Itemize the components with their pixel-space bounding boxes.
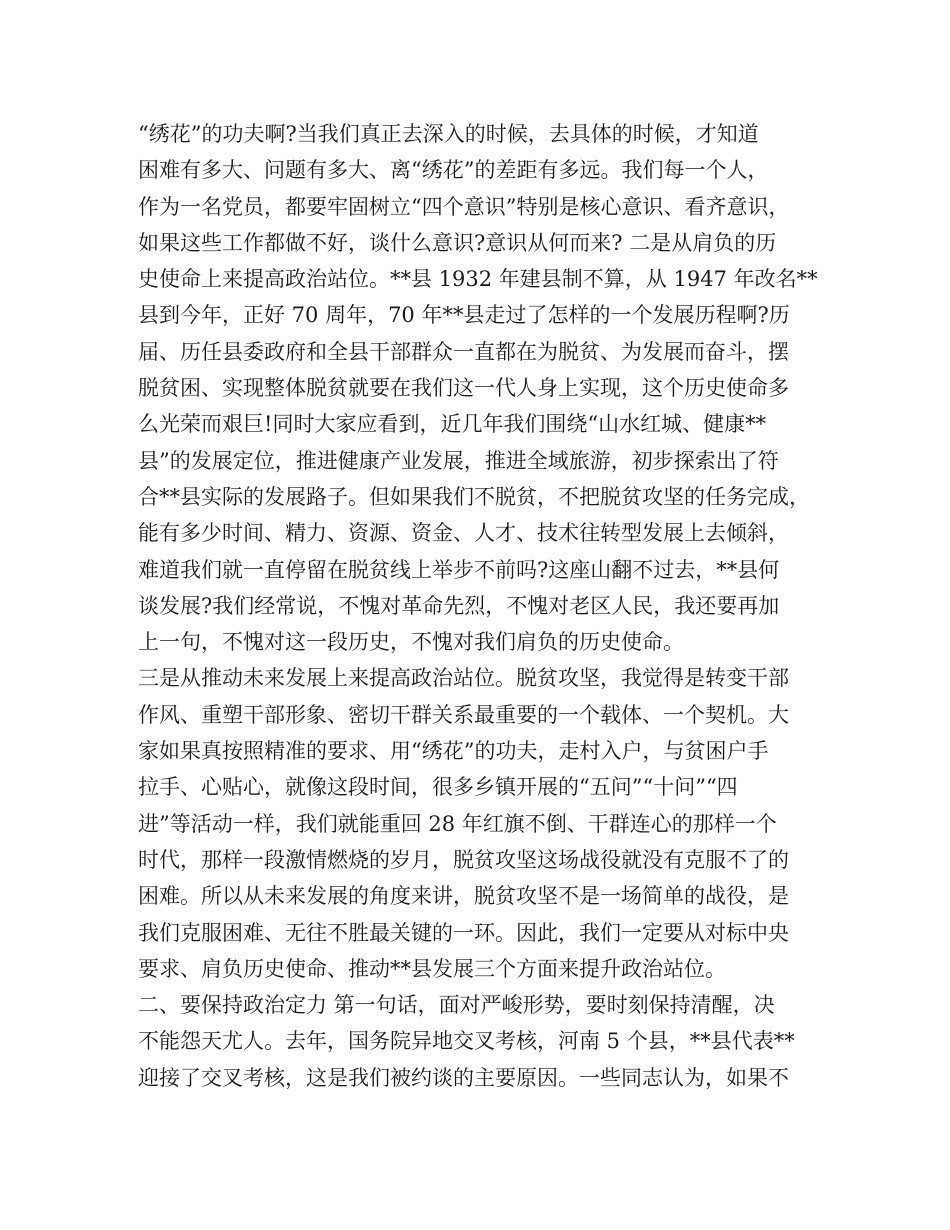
text-line: 届、历任县委政府和全县干部群众一直都在为脱贫、为发展而奋斗，摆	[138, 339, 789, 364]
text-line: 时代，那样一段激情燃烧的岁月，脱贫攻坚这场战役就没有克服不了的	[138, 847, 789, 872]
text-line: 进”等活动一样，我们就能重回 28 年红旗不倒、干群连心的那样一个	[138, 811, 777, 836]
text-line: 困难。所以从未来发展的角度来讲，脱贫攻坚不是一场简单的战役，是	[138, 884, 789, 909]
text-line: 作为一名党员，都要牢固树立“四个意识”特别是核心意识、看齐意识，	[138, 194, 790, 219]
text-line: 作风、重塑干部形象、密切干群关系最重要的一个载体、一个契机。大	[138, 702, 789, 727]
text-line: 上一句，不愧对这一段历史，不愧对我们肩负的历史使命。	[138, 630, 684, 655]
text-line: 家如果真按照精准的要求、用“绣花”的功夫，走村入户，与贫困户手	[138, 739, 769, 764]
body-text	[138, 116, 828, 1096]
text-line: 我们克服困难、无往不胜最关键的一环。因此，我们一定要从对标中央	[138, 920, 789, 945]
text-line: 困难有多大、问题有多大、离“绣花”的差距有多远。我们每一个人，	[138, 158, 769, 183]
text-line: 能有多少时间、精力、资源、资金、人才、技术往转型发展上去倾斜，	[138, 521, 789, 546]
text-line: 三是从推动未来发展上来提高政治站位。脱贫攻坚，我觉得是转变干部	[138, 666, 789, 691]
text-line: 合**县实际的发展路子。但如果我们不脱贫，不把脱贫攻坚的任务完成，	[138, 484, 810, 509]
text-line: 史使命上来提高政治站位。**县 1932 年建县制不算，从 1947 年改名**	[138, 267, 818, 292]
text-line: 县到今年，正好 70 周年，70 年**县走过了怎样的一个发展历程啊?历	[138, 303, 790, 328]
text-line: 县”的发展定位，推进健康产业发展，推进全域旅游，初步探索出了符	[138, 448, 779, 473]
text-line: 难道我们就一直停留在脱贫线上举步不前吗?这座山翻不过去，**县何	[138, 557, 780, 582]
text-line: 要求、肩负历史使命、推动**县发展三个方面来提升政治站位。	[138, 956, 726, 981]
text-line: 谈发展?我们经常说，不愧对革命先烈，不愧对老区人民，我还要再加	[138, 593, 780, 618]
text-line: 脱贫困、实现整体脱贫就要在我们这一代人身上实现，这个历史使命多	[138, 376, 789, 401]
text-line: “绣花”的功夫啊?当我们真正去深入的时候，去具体的时候，才知道	[138, 122, 759, 146]
text-line: 迎接了交叉考核，这是我们被约谈的主要原因。一些同志认为，如果不	[138, 1065, 789, 1090]
text-line: 拉手、心贴心，就像这段时间，很多乡镇开展的“五问”“十问”“四	[138, 775, 738, 800]
text-line: 不能怨天尤人。去年，国务院异地交叉考核，河南 5 个县，**县代表**	[138, 1029, 795, 1054]
text-line: 么光荣而艰巨!同时大家应看到，近几年我们围绕“山水红城、健康**	[138, 412, 767, 437]
text-line: 如果这些工作都做不好，谈什么意识?意识从何而来? 二是从肩负的历	[138, 230, 777, 255]
text-line: 二、要保持政治定力 第一句话，面对严峻形势，要时刻保持清醒，决	[138, 993, 775, 1018]
